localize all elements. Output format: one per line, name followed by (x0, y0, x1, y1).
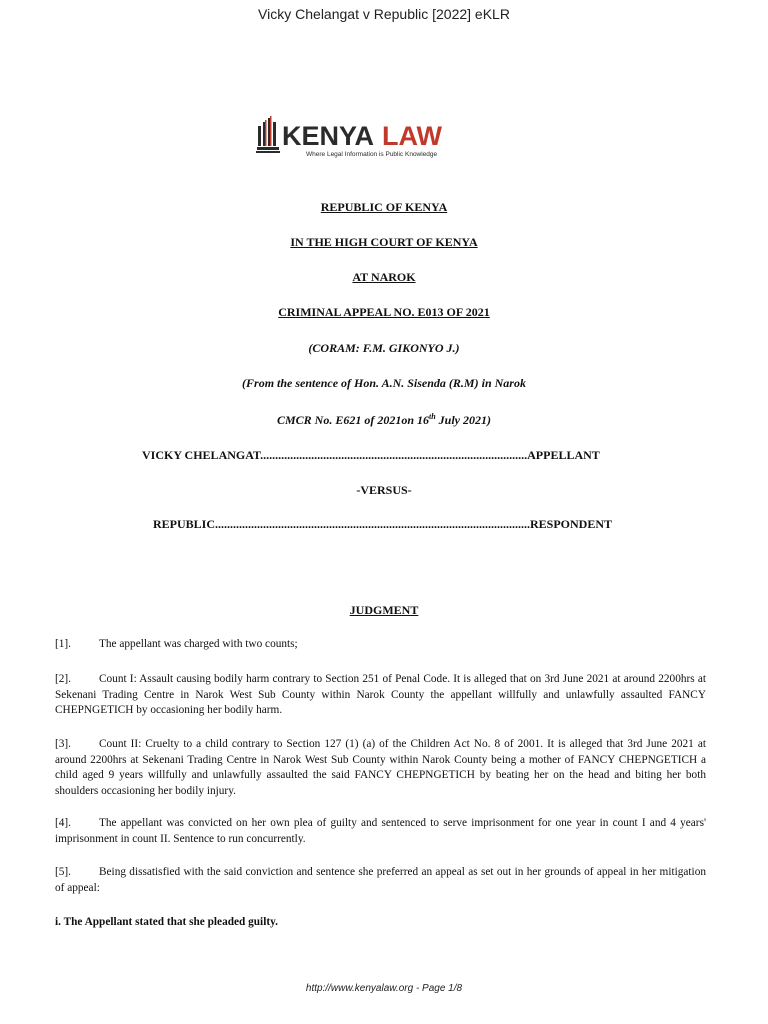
kenya-law-logo (256, 112, 466, 160)
versus-label: -VERSUS- (356, 483, 412, 497)
running-header: Vicky Chelangat v Republic [2022] eKLR (258, 6, 510, 22)
paragraph-5 (55, 865, 706, 896)
paragraph-number: [3]. (55, 738, 71, 750)
caption-republic: REPUBLIC OF KENYA (320, 200, 448, 214)
paragraph-1 (55, 637, 706, 653)
logo-wordmark-kenya: KENYA (282, 121, 375, 151)
paragraph-number: [4]. (55, 817, 71, 829)
caption-coram: (CORAM: F.M. GIKONYO J.) (308, 341, 460, 355)
caption-high-court: IN THE HIGH COURT OF KENYA (290, 235, 478, 249)
caption-cmcr: CMCR No. E621 of 2021on 16th July 2021) (276, 412, 492, 427)
kenya-law-logo-graphic (256, 112, 466, 160)
logo-tagline: Where Legal Information is Public Knowledge (306, 151, 438, 158)
appellant-line: VICKY CHELANGAT.........................................................................................APPELLANT (142, 448, 600, 462)
caption-from-sentence: (From the sentence of Hon. A.N. Sisenda (R.M) in Narok (242, 376, 526, 390)
paragraph-2 (55, 672, 706, 719)
page-footer: http://www.kenyalaw.org - Page 1/8 (305, 983, 463, 994)
paragraph-number: [5]. (55, 866, 71, 878)
paragraph-number: [1]. (55, 638, 71, 650)
paragraph-text: The appellant was convicted on her own plea of guilty and sentenced to serve imprisonment for one year in count I and 4 years' imprisonment in count II. Sentence to run concurrently. (55, 817, 706, 845)
paragraph-text: Count I: Assault causing bodily harm contrary to Section 251 of Penal Code. It is alleged that on 3rd June 2021 at around 2200hrs at Sekenani Trading Centre in Narok West Sub County within Narok County the appellant willfully and unlawfully assaulted FANCY CHEPNGETICH by occasioning her bodily harm. (55, 673, 706, 716)
caption-appeal-number: CRIMINAL APPEAL NO. E013 OF 2021 (278, 305, 490, 319)
paragraph-3 (55, 737, 706, 799)
judgment-heading: JUDGMENT (349, 603, 419, 617)
paragraph-text: Being dissatisfied with the said conviction and sentence she preferred an appeal as set out in her grounds of appeal in her mitigation of appeal: (55, 866, 706, 894)
paragraph-4 (55, 816, 706, 847)
logo-wordmark-law: LAW (382, 121, 443, 151)
ground-of-appeal-i: i. The Appellant stated that she pleaded guilty. (55, 916, 278, 928)
caption-at-narok: AT NAROK (352, 270, 416, 284)
respondent-line: REPUBLIC.........................................................................................................RESPONDENT (153, 517, 613, 531)
paragraph-text: The appellant was charged with two counts; (99, 638, 298, 650)
paragraph-number: [2]. (55, 673, 71, 685)
paragraph-text: Count II: Cruelty to a child contrary to Section 127 (1) (a) of the Children Act No. 8 of 2001. It is alleged that 3rd June 2021 at around 2200hrs at Sekenani Trading Centre in Narok West Sub County within Narok County being a mother of FANCY CHEPNGETICH a child aged 9 years willfully and unlawfully assaulted the said FANCY CHEPNGETICH by beating her on the head and biting her both shoulders occasioning her bodily injury. (55, 738, 706, 797)
